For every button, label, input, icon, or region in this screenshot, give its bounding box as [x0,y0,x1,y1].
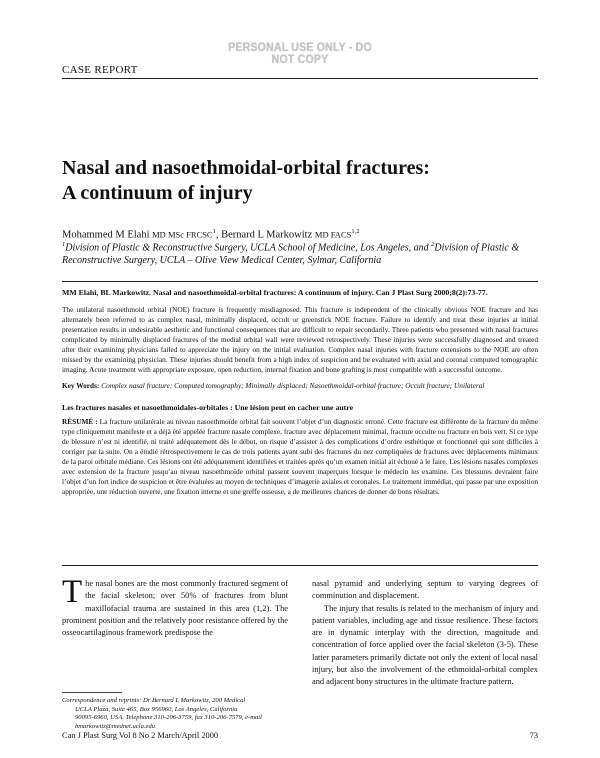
resume-text: La fracture unilatérale au niveau nasoethmoïde orbital fait souvent l’objet d’un diagnostic erroné. Cette fracture est différente de la fracture du même type cliniquement manifeste et a déjà été appelée fracture nasale complexe, fracture avec déplacement minimal, fracture occulte ou fracture en bois vert. Si ce type de blessure n’est ni identifié, ni traité adéquatement dès le début, on risque d’assister à des complications d’ordre esthétique et fonctionnel qui sont difficiles à corriger par la suite. On a étudié rétrospectivement le cas de trois patients ayant subi des fractures du nez compliquées de fractures avec déplacements minimaux de la paroi orbitale médiane. Ces lésions ont été adéquatement identifiées et traitées après qu’un examen initial ait échoué à le faire. Les lésions nasales complexes avec extension de la fracture jusqu’au niveau nasoethmoïde orbital passent souvent inaperçues lorsque le médecin les examine. Ces blessures devraient faire l’objet d’un fort indice de suspicion et être évaluées au moyen de techniques d’imagerie axiales et coronales. Le traitement immédiat, qui passe par une exposition appropriée, une réduction ouverte, une fixation interne et une greffe osseuse, a de meilleures chances de donner de bons résultats. [62,416,538,496]
affiliation-2: Division of Plastic & Reconstructive Surgery, UCLA – Olive View Medical Center, Sylmar, California [62,242,520,267]
correspondence-line-4: bmarkowitz@mednet.ucla.edu [75,722,156,730]
keywords [62,381,538,391]
footer-page-number: 73 [529,731,538,740]
footer-journal: Can J Plast Surg Vol 8 No 2 March/April 2000 [62,731,219,740]
affiliation-1: Division of Plastic & Reconstructive Surgery, UCLA School of Medicine, Los Angeles, and [65,242,432,254]
section-label: CASE REPORT [62,64,138,76]
watermark-stamp: PERSONAL USE ONLY - DO NOT COPY [228,42,372,66]
header-rule [62,78,538,79]
resume-label: RÉSUMÉ : [62,416,98,426]
body-right-paragraph-1: nasal pyramid and underlying septum to varying degrees of comminution and displacement. [312,579,538,601]
correspondence-line-3: 90095-6960, USA. Telephone 310-206-3759, fax 310-206-7579, e-mail [75,714,262,722]
citation: MM Elahi, BL Markowitz. Nasal and nasoethmoidal-orbital fractures: A continuum of injury. Can J Plast Surg 2000;8(2):73-77. [62,288,488,297]
correspondence [62,697,288,731]
abstract-block [62,288,538,497]
affiliation-1-mark: 1 [62,241,66,248]
french-title: Les fractures nasales et nasoethmoidales-orbitales : Une lésion peut en cacher une autre [62,402,354,412]
french-abstract [62,417,538,497]
correspondence-line-2: UCLA Plaza, Suite 465, Box 956960, Los Angeles, California [75,705,238,713]
affiliations [62,238,542,267]
correspondence-line-1: Correspondence and reprints: Dr Bernard L Markowitz, 200 Medical [62,697,246,704]
title-line-2: A continuum of injury [62,182,253,204]
abstract-text: The unilateral nasoethmoid orbital (NOE) fracture is frequently misdiagnosed. This fracture is independent of the clinically obvious NOE fracture and has alternately been referred to as complex nasal, minimally displaced, occult or greenstick NOE fracture. Failure to identify and treat these injuries at initial presentation results in undesirable aesthetic and functional consequences that are difficult to repair secondarily. Three patients who presented with nasal fractures complicated by minimally displaced fractures of the medial orbital wall were reviewed retrospectively. These injuries were successfully diagnosed and treated after their examining physicians failed to appreciate the injury on the initial evaluation. Complex nasal injuries with fracture extensions to the NOE are often missed by the examining physician. These injuries should benefit from a high index of suspicion and be evaluated with axial and coronal computed tomographic imaging. Acute treatment with appropriate exposure, open reduction, internal fixation and bone grafting is most compatible with a successful outcome. [62,304,538,374]
body-right-paragraph-2: The injury that results is related to the mechanism of injury and patient variables, including age and tissue resilience. These factors are in dynamic interplay with the direction, magnitude and concentration of force applied over the facial skeleton (3-5). These latter parameters primarily dictate not only the extent of local nasal injury, but also the involvement of the ethmoidal-orbital complex and adjacent bony structures in the ultimate fracture pattern. [312,603,538,687]
author-1-affiliation-mark: 1 [212,228,216,235]
author-1-name: Mohammed M Elahi [62,229,150,241]
abstract-top-rule [62,281,538,282]
author-separator: , [215,229,222,241]
title-line-1: Nasal and nasoethmoidal-orbital fractures: [62,157,430,179]
author-2-degrees: MD FACS [314,229,352,240]
author-2-affiliation-mark: 1,2 [351,228,360,235]
correspondence-rule [62,692,122,693]
drop-cap: T [62,574,83,610]
author-2-name: Bernard L Markowitz [221,229,313,241]
author-1-degrees: MD MSc FRCSC [152,229,213,240]
body-left-paragraph: he nasal bones are the most commonly fractured segment of the facial skeleton; over 50% of fractures from blunt maxillofacial trauma are sustained in this area (1,2). The prominent position and the relatively poor resistance offered by the osseocartilaginous framework predispose the [62,579,288,638]
keywords-label: Key Words: [62,380,100,390]
body-column-left [62,574,288,639]
article-title [62,156,542,206]
body-column-right [312,578,538,689]
keywords-list: Complex nasal fracture; Computed tomography; Minimally displaced; Nasoethmoidal-orbital fracture; Occult fracture; Unilateral [101,380,485,390]
abstract-bottom-rule [62,565,538,566]
affiliation-2-mark: 2 [431,241,435,248]
